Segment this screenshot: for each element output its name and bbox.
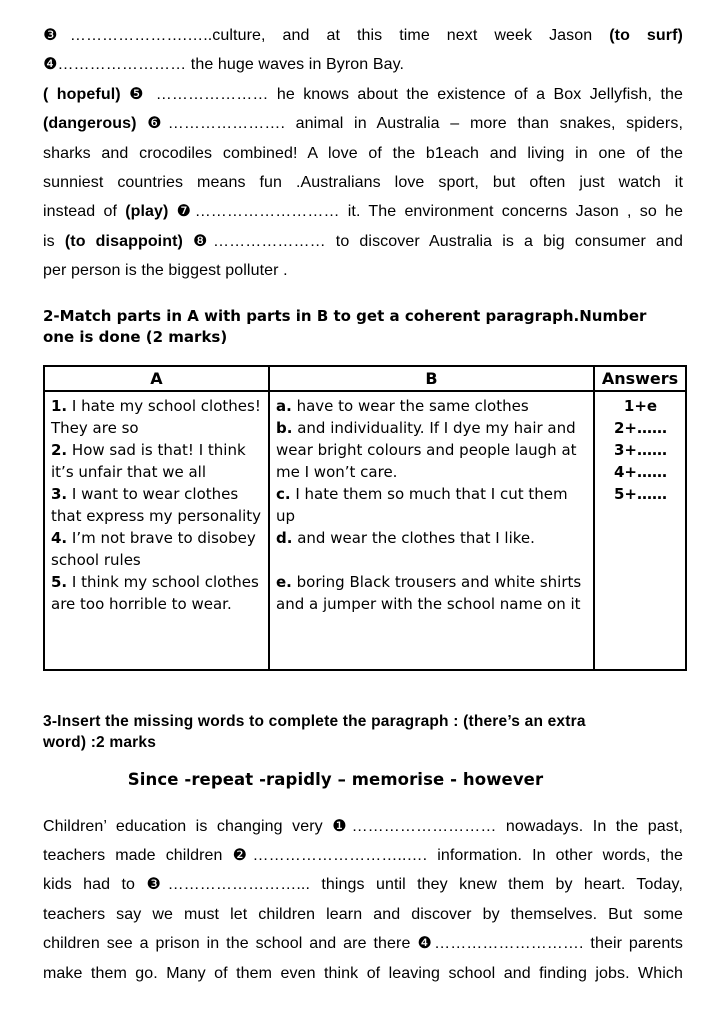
item-marker: 1. bbox=[51, 396, 68, 415]
exercise1-gapfill-paragraph bbox=[43, 21, 683, 286]
exercise2-heading: 2-Match parts in A with parts in B to get a coherent paragraph.Number one is done (2 marks) bbox=[43, 306, 647, 346]
answer-entry: 4+…… bbox=[613, 462, 667, 481]
text-run: teachers say we must let children learn and discover by themselves. But some bbox=[43, 905, 683, 923]
bold-text-run: (dangerous) bbox=[43, 115, 137, 133]
text-line bbox=[43, 900, 683, 929]
column-header-answers: Answers bbox=[594, 366, 686, 391]
bold-text-run: (to disappoint) bbox=[64, 232, 183, 250]
text-line bbox=[43, 812, 683, 841]
text-line bbox=[43, 870, 683, 899]
text-run: teachers made children ❷………………………..…. information. In other words, the bbox=[43, 847, 683, 865]
text-run: is bbox=[43, 232, 65, 250]
text-line bbox=[43, 929, 683, 958]
text-line bbox=[43, 959, 683, 988]
text-run: sharks and crocodiles combined! A love of the b1each and living in one of the bbox=[43, 144, 683, 162]
item-marker: 4. bbox=[51, 528, 68, 547]
match-table-header-row bbox=[44, 366, 686, 391]
table-item: c. I hate them so much that I cut them up bbox=[276, 484, 568, 525]
text-run: sunniest countries means fun .Australians love sport, but often just watch it bbox=[43, 174, 683, 192]
table-item: d. and wear the clothes that I like. bbox=[276, 528, 535, 547]
table-item: 2. How sad is that! I think it’s unfair that we all bbox=[51, 440, 246, 481]
text-run: ❽………………… to discover Australia is a big consumer and bbox=[182, 232, 683, 250]
text-line bbox=[43, 109, 683, 138]
text-run: ❼……………………… it. The environment concerns Jason , so he bbox=[168, 203, 683, 221]
table-item: 4. I’m not brave to disobey school rules bbox=[51, 528, 256, 569]
item-marker: c. bbox=[276, 484, 291, 503]
item-marker: 3. bbox=[51, 484, 68, 503]
text-run: kids had to ❸……………………... things until they knew them by heart. Today, bbox=[43, 876, 683, 894]
item-marker: 5. bbox=[51, 572, 68, 591]
table-item: b. and individuality. If I dye my hair and wear bright colours and people laugh at me I won’t care. bbox=[276, 418, 577, 481]
match-table bbox=[43, 365, 687, 671]
table-item: a. have to wear the same clothes bbox=[276, 396, 529, 415]
bold-text-run: ( hopeful) bbox=[43, 85, 121, 103]
column-b-cell bbox=[269, 391, 594, 670]
text-line bbox=[43, 80, 683, 109]
item-marker: e. bbox=[276, 572, 292, 591]
text-run: ❻…………………. animal in Australia – more than snakes, spiders, bbox=[136, 115, 683, 133]
column-a-cell bbox=[44, 391, 269, 670]
text-line bbox=[43, 139, 683, 168]
text-line bbox=[43, 227, 683, 256]
text-run: ❸………………….…..culture, and at this time next week Jason bbox=[43, 27, 610, 44]
text-run: per person is the biggest polluter . bbox=[43, 262, 288, 280]
table-item: 3. I want to wear clothes that express my personality bbox=[51, 484, 262, 525]
text-run: ❹…………………… the huge waves in Byron Bay. bbox=[43, 56, 405, 74]
item-marker: 2. bbox=[51, 440, 68, 459]
text-run: ❺ ………………… he knows about the existence of a Box Jellyfish, the bbox=[120, 85, 683, 103]
answer-entry: 2+…… bbox=[613, 418, 667, 437]
item-marker: d. bbox=[276, 528, 293, 547]
exercise3-gapfill-paragraph bbox=[43, 812, 683, 988]
text-run: Children’ education is changing very ❶……………………… nowadays. In the past, bbox=[43, 817, 683, 835]
text-line bbox=[43, 256, 683, 285]
column-header-b: B bbox=[269, 366, 594, 391]
item-marker: a. bbox=[276, 396, 292, 415]
text-run: make them go. Many of them even think of leaving school and finding jobs. Which bbox=[43, 964, 683, 982]
text-run: children see a prison in the school and are there ❹………………………. their parents bbox=[43, 935, 683, 953]
bold-text-run: (play) bbox=[125, 203, 169, 221]
answer-entry: 3+…… bbox=[613, 440, 667, 459]
column-header-a: A bbox=[44, 366, 269, 391]
table-item: 1. I hate my school clothes! They are so bbox=[51, 396, 261, 437]
match-table-body-row bbox=[44, 391, 686, 670]
text-line bbox=[43, 197, 683, 226]
table-item: e. boring Black trousers and white shirts and a jumper with the school name on it bbox=[276, 572, 582, 613]
exercise3-heading: 3-Insert the missing words to complete the paragraph : (there’s an extra word) :2 marks bbox=[43, 712, 586, 751]
answer-entry: 5+…… bbox=[613, 484, 667, 503]
text-line bbox=[43, 50, 683, 79]
answers-cell bbox=[594, 391, 686, 670]
text-run: instead of bbox=[43, 203, 126, 221]
bold-text-run: (to surf) bbox=[609, 27, 683, 44]
text-line bbox=[43, 168, 683, 197]
text-line bbox=[43, 841, 683, 870]
word-bank: Since -repeat -rapidly – memorise - however bbox=[127, 769, 544, 789]
text-line bbox=[43, 21, 683, 50]
answer-entry: 1+e bbox=[623, 396, 658, 415]
table-item: 5. I think my school clothes are too horrible to wear. bbox=[51, 572, 259, 613]
item-marker: b. bbox=[276, 418, 293, 437]
